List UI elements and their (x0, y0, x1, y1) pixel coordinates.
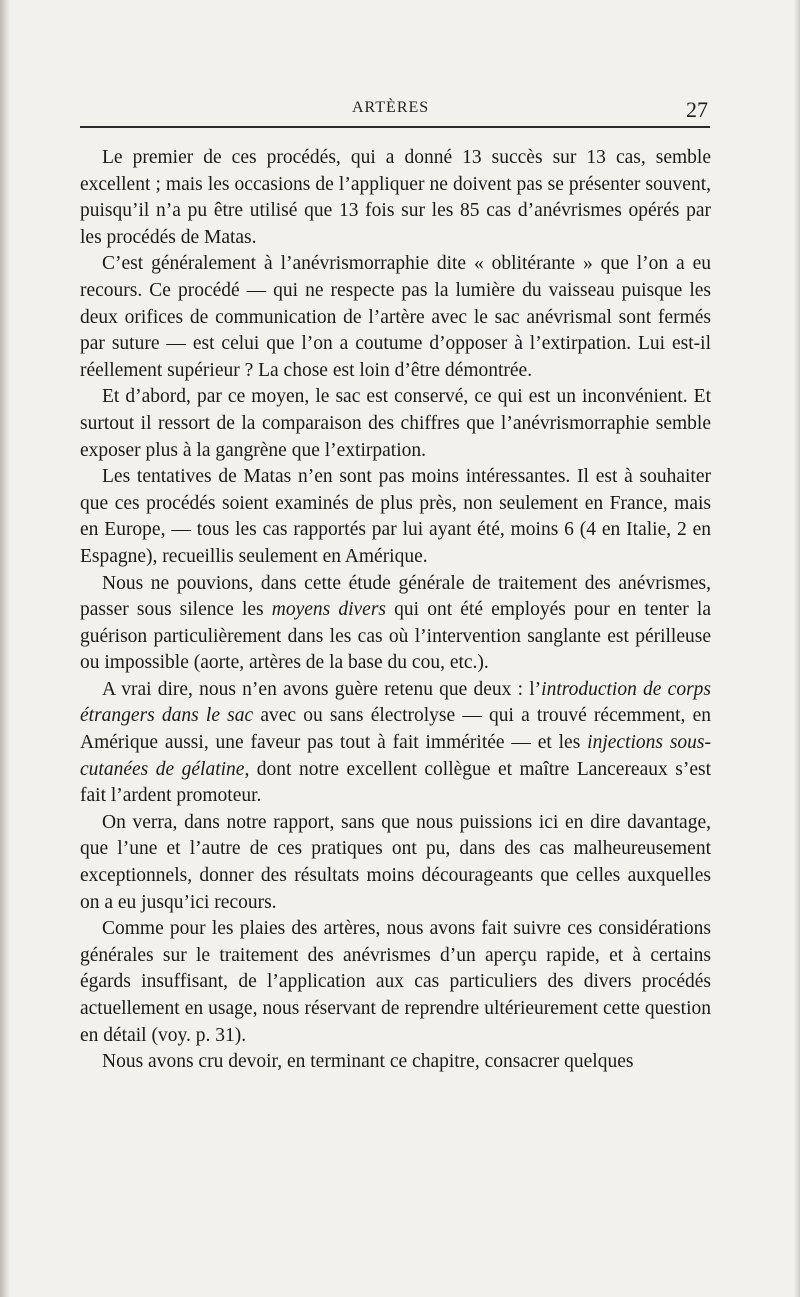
paragraph-5-italic: moyens divers (271, 599, 387, 621)
paragraph-7: On verra, dans notre rapport, sans que nous puissions ici en dire davantage, que l’une et l’autre de ces pratiques ont pu, dans des cas malheureusement exceptionnels, donner des résultats moins décourageants que celles auxquelles on a eu jusqu’ici recours. (80, 811, 711, 913)
body-text (80, 145, 711, 1076)
paragraph-2: C’est généralement à l’anévrismorraphie dite « oblitérante » que l’on a eu recours. Ce procédé — qui ne respecte pas la lumière du vaisseau puisque les deux orifices de communication de l’artère avec le sac anévrismal sont fermés par suture — est celui que l’on a coutume d’opposer à l’extirpation. Lui est-il réellement supérieur ? La chose est loin d’être démontrée. (80, 253, 711, 381)
header-rule (80, 126, 710, 128)
paragraph-6-italic-1: introduction de corps étrangers dans le sac (80, 678, 711, 727)
paragraph-5 (80, 571, 711, 677)
running-head (0, 97, 800, 121)
paragraph-3: Et d’abord, par ce moyen, le sac est conservé, ce qui est un inconvénient. Et surtout il ressort de la comparaison des chiffres que l’anévrismorraphie semble exposer plus à la gangrène que l’extirpation. (80, 386, 711, 461)
paragraph-6 (80, 677, 711, 810)
running-title: ARTÈRES (352, 99, 430, 116)
paragraph-6-text-c: avec ou sans électrolyse — qui a trouvé récemment, en Amérique aussi, une faveur pas tout à fait imméritée — et les (80, 705, 711, 754)
paragraph-1: Le premier de ces procédés, qui a donné 13 succès sur 13 cas, semble excellent ; mais les occasions de l’appliquer ne doivent pas se présenter souvent, puisqu’il n’a pu être utilisé que 13 fois sur les 85 cas d’anévrismes opérés par les procédés de Matas. (80, 147, 711, 248)
paragraph-5-text-c: qui ont été employés pour en tenter la guérison particulièrement dans les cas où l’intervention sanglante est périlleuse ou impossible (aorte, artères de la base du cou, etc.). (80, 599, 711, 674)
paragraph-4: Les tentatives de Matas n’en sont pas moins intéressantes. Il est à souhaiter que ces procédés soient examinés de plus près, non seulement en France, mais en Europe, — tous les cas rapportés par lui ayant été, moins 6 (4 en Italie, 2 en Espagne), recueillis seulement en Amérique. (80, 466, 711, 567)
paragraph-5-text-a: Nous ne pouvions, dans cette étude générale de traitement des anévrismes, passer sous silence les (80, 572, 711, 621)
paragraph-9: Nous avons cru devoir, en terminant ce chapitre, consacrer quelques (102, 1051, 634, 1073)
page-right-edge (794, 0, 800, 1297)
paragraph-6-text-a: A vrai dire, nous n’en avons guère retenu que deux : l’ (102, 678, 542, 700)
paragraph-6-text-e: , dont notre excellent collègue et maître Lancereaux s’est fait l’ardent promoteur. (80, 758, 711, 807)
page-number: 27 (686, 97, 708, 122)
paragraph-6-italic-2: injections sous-cutanées de gélatine (80, 732, 711, 780)
page-left-edge (0, 0, 10, 1297)
paragraph-8: Comme pour les plaies des artères, nous avons fait suivre ces considérations générales sur le traitement des anévrismes d’un aperçu rapide, et à certains égards insuffisant, de l’application aux cas particuliers des divers procédés actuellement en usage, nous réservant de reprendre ultérieurement cette question en détail (voy. p. 31). (80, 918, 711, 1046)
